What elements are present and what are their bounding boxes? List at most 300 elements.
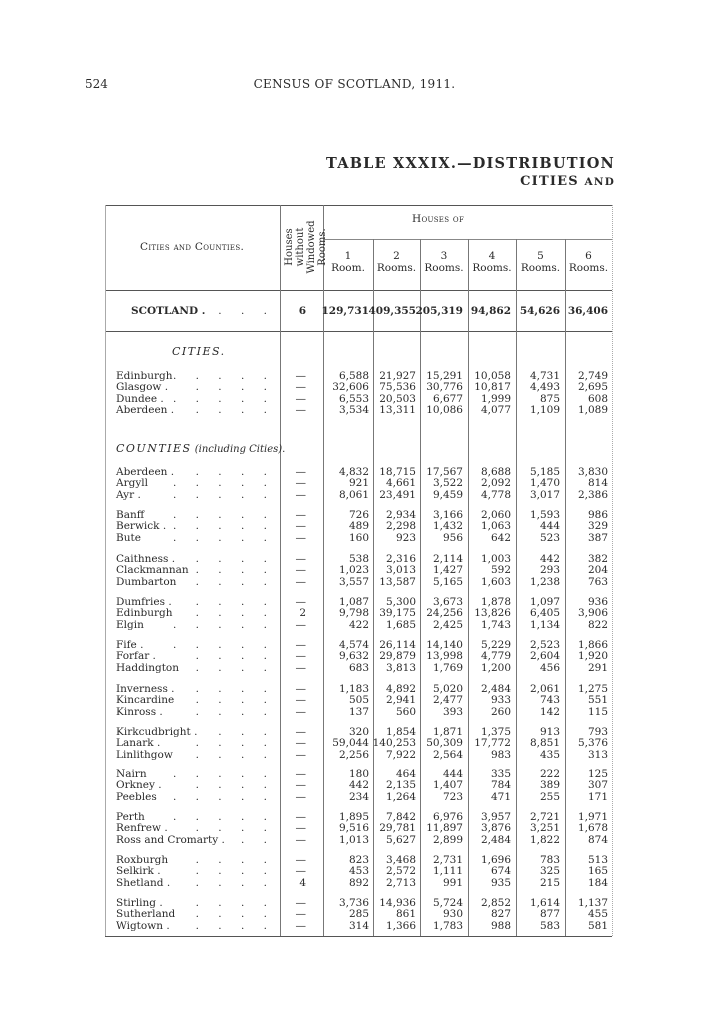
city-name: Dundee . (116, 392, 164, 405)
row-label-header: Cities and Counties. (140, 241, 245, 253)
cell-rooms-4: 5,229 (480, 639, 511, 651)
leader-dots: . . . (218, 726, 275, 738)
cell-rooms-2: 18,715 (379, 466, 416, 478)
leader-dots: . . . . (195, 908, 275, 921)
leader-dots: . . . . . (172, 477, 275, 490)
cell-rooms-6: 5,376 (577, 737, 608, 750)
cell-rooms-1: 320 (348, 726, 369, 738)
cell-rooms-3: 2,564 (432, 748, 463, 761)
cell-rooms-6: 1,971 (577, 811, 608, 823)
cell-rooms-5: 389 (539, 779, 560, 792)
cell-rooms-4: 10,817 (474, 381, 511, 394)
county-name: Peebles (116, 790, 157, 803)
county-name: Aberdeen . (116, 466, 175, 478)
county-name: Ayr . (116, 488, 141, 501)
cell-rooms-1: 1,013 (338, 833, 369, 846)
cell-rooms-5: 1,097 (529, 596, 560, 608)
cell-no-windows: — (295, 392, 306, 405)
cell-rooms-4: 3,876 (480, 822, 511, 835)
county-name: Shetland . (116, 876, 171, 889)
leader-dots: . . . . . (172, 768, 275, 780)
cell-rooms-3: 956 (442, 531, 463, 544)
cell-rooms-6: 822 (587, 618, 608, 631)
cell-rooms-5: 293 (539, 564, 560, 577)
cell-rooms-3: 3,673 (432, 596, 463, 608)
county-name: Perth (116, 811, 145, 823)
cell-rooms-4: 4,077 (480, 403, 511, 416)
cell-rooms-3: 15,291 (426, 370, 463, 382)
cell-rooms-6: 763 (587, 575, 608, 588)
cell-rooms-1: 59,044 (332, 737, 369, 750)
cell-rooms-3: 30,776 (426, 381, 463, 394)
county-name: Stirling . (116, 897, 163, 909)
leader-dots: . . . . . (172, 811, 275, 823)
county-name: Roxburgh (116, 854, 169, 866)
cell-rooms-5: 2,061 (529, 683, 560, 695)
cell-rooms-6: 455 (587, 908, 608, 921)
cell-rooms-5: 1,614 (529, 897, 560, 909)
cell-rooms-5: 3,017 (529, 488, 560, 501)
cell-no-windows: 6 (298, 305, 306, 317)
cell-rooms-1: 6,588 (338, 370, 369, 382)
cell-rooms-2: 7,842 (385, 811, 416, 823)
cell-rooms-3: 11,897 (426, 822, 463, 835)
cell-rooms-6: 793 (587, 726, 608, 738)
cell-rooms-3: 1,769 (432, 661, 463, 674)
counties-heading (116, 442, 285, 455)
cell-rooms-3: 205,319 (415, 305, 463, 317)
cell-rooms-2: 560 (395, 705, 416, 718)
subtitle-cities: CITIES (520, 174, 579, 189)
county-name: Haddington (116, 661, 180, 674)
county-name: Renfrew . (116, 822, 168, 835)
cell-rooms-4: 1,003 (480, 553, 511, 565)
leader-dots: . . . . (195, 683, 275, 695)
cell-rooms-4: 827 (490, 908, 511, 921)
cell-rooms-1: 823 (348, 854, 369, 866)
cell-no-windows: — (295, 854, 306, 866)
leader-dots: . . . . (195, 748, 275, 761)
table-subtitle (520, 174, 615, 189)
cell-no-windows: — (295, 694, 306, 707)
cell-rooms-3: 1,783 (432, 919, 463, 932)
cell-rooms-1: 3,557 (338, 575, 369, 588)
cell-rooms-6: 204 (587, 564, 608, 577)
houses-of-header: Houses of (412, 213, 465, 225)
cell-rooms-3: 723 (442, 790, 463, 803)
cell-rooms-5: 8,851 (529, 737, 560, 750)
cell-rooms-4: 4,778 (480, 488, 511, 501)
cell-rooms-3: 2,114 (432, 553, 463, 565)
column-header-unit: Rooms. (424, 262, 464, 274)
cell-no-windows: — (295, 477, 306, 490)
cell-rooms-2: 1,854 (385, 726, 416, 738)
county-name: Kinross . (116, 705, 163, 718)
column-header-number: 6 (585, 250, 592, 262)
cell-rooms-6: 36,406 (567, 305, 608, 317)
leader-dots: . . . . (195, 779, 275, 792)
cell-rooms-5: 222 (539, 768, 560, 780)
cell-rooms-2: 26,114 (379, 639, 416, 651)
cell-rooms-1: 285 (348, 908, 369, 921)
cell-rooms-5: 743 (539, 694, 560, 707)
cell-rooms-1: 1,183 (338, 683, 369, 695)
cell-rooms-4: 1,878 (480, 596, 511, 608)
cell-rooms-5: 5,185 (529, 466, 560, 478)
cell-rooms-4: 1,603 (480, 575, 511, 588)
county-name: Ross and Cromarty . (116, 833, 225, 846)
county-name: Kincardine (116, 694, 175, 707)
cell-rooms-2: 1,685 (385, 618, 416, 631)
cell-rooms-6: 2,386 (577, 488, 608, 501)
cell-rooms-3: 2,731 (432, 854, 463, 866)
cell-rooms-3: 9,459 (432, 488, 463, 501)
leader-dots: . . . . . (172, 639, 275, 651)
cell-rooms-6: 115 (587, 705, 608, 718)
leader-dots: . . . . . (172, 618, 275, 631)
cell-rooms-5: 1,593 (529, 509, 560, 521)
cell-no-windows: — (295, 790, 306, 803)
cell-rooms-6: 1,920 (577, 650, 608, 663)
cell-rooms-5: 435 (539, 748, 560, 761)
city-name: Glasgow . (116, 381, 169, 394)
cell-rooms-1: 137 (348, 705, 369, 718)
cell-rooms-4: 1,200 (480, 661, 511, 674)
leader-dots: . . . . (195, 737, 275, 750)
cell-rooms-1: 3,534 (338, 403, 369, 416)
cell-rooms-1: 180 (348, 768, 369, 780)
cell-rooms-5: 442 (539, 553, 560, 565)
cell-rooms-2: 29,879 (379, 650, 416, 663)
cell-rooms-4: 784 (490, 779, 511, 792)
cell-no-windows: — (295, 779, 306, 792)
cell-rooms-3: 5,020 (432, 683, 463, 695)
leader-dots: . . . . (195, 564, 275, 577)
cell-rooms-5: 456 (539, 661, 560, 674)
leader-dots: . . . . . (172, 520, 275, 533)
leader-dots: . . . . . (172, 392, 275, 405)
cell-rooms-2: 923 (395, 531, 416, 544)
column-header-unit: Rooms. (376, 262, 417, 274)
cell-rooms-1: 505 (348, 694, 369, 707)
cell-rooms-2: 3,813 (385, 661, 416, 674)
leader-dots: . . (240, 833, 275, 846)
cell-rooms-5: 4,493 (529, 381, 560, 394)
cell-no-windows: — (295, 822, 306, 835)
cell-rooms-3: 393 (442, 705, 463, 718)
cell-rooms-6: 382 (587, 553, 608, 565)
cell-rooms-5: 1,822 (529, 833, 560, 846)
cell-rooms-5: 875 (539, 392, 560, 405)
cities-heading: CITIES. (172, 345, 226, 358)
cell-rooms-5: 1,238 (529, 575, 560, 588)
cell-rooms-1: 538 (348, 553, 369, 565)
cell-rooms-2: 140,253 (372, 737, 416, 750)
right-border (612, 205, 613, 936)
cell-rooms-2: 2,135 (385, 779, 416, 792)
cell-rooms-6: 313 (587, 748, 608, 761)
cell-rooms-6: 986 (587, 509, 608, 521)
cell-rooms-2: 7,922 (385, 748, 416, 761)
cell-no-windows: — (295, 553, 306, 565)
cell-rooms-4: 674 (490, 865, 511, 878)
col-divider-1 (373, 239, 374, 936)
cell-no-windows: — (295, 520, 306, 533)
cell-rooms-1: 4,574 (338, 639, 369, 651)
cell-rooms-1: 1,895 (338, 811, 369, 823)
table-top-rule (105, 205, 612, 206)
cell-rooms-2: 2,941 (385, 694, 416, 707)
cell-rooms-5: 783 (539, 854, 560, 866)
leader-dots: . . . . (195, 607, 275, 620)
cell-no-windows: — (295, 381, 306, 394)
table-bottom-rule (105, 936, 612, 937)
cell-rooms-2: 2,316 (385, 553, 416, 565)
cell-rooms-4: 471 (490, 790, 511, 803)
leader-dots: . . . . (195, 403, 275, 416)
cell-rooms-2: 29,781 (379, 822, 416, 835)
cell-rooms-2: 39,175 (379, 607, 416, 620)
cell-rooms-3: 6,677 (432, 392, 463, 405)
cell-rooms-6: 171 (587, 790, 608, 803)
county-name: Wigtown . (116, 919, 170, 932)
cell-rooms-3: 991 (442, 876, 463, 889)
cell-rooms-1: 8,061 (338, 488, 369, 501)
county-name: Forfar . (116, 650, 156, 663)
cell-rooms-4: 335 (490, 768, 511, 780)
cell-rooms-4: 1,999 (480, 392, 511, 405)
cell-rooms-6: 387 (587, 531, 608, 544)
cell-rooms-3: 2,425 (432, 618, 463, 631)
cell-rooms-6: 2,749 (577, 370, 608, 382)
cell-rooms-3: 444 (442, 768, 463, 780)
cell-rooms-4: 4,779 (480, 650, 511, 663)
cell-rooms-4: 988 (490, 919, 511, 932)
cell-rooms-6: 307 (587, 779, 608, 792)
scotland-bottom-rule (105, 331, 612, 332)
cell-no-windows: — (295, 919, 306, 932)
leader-dots: . . . . . (172, 531, 275, 544)
cell-rooms-4: 2,484 (480, 683, 511, 695)
leader-dots: . . . . (195, 596, 275, 608)
column-header-number: 2 (393, 250, 400, 262)
county-name: Linlithgow (116, 748, 173, 761)
cell-rooms-4: 2,060 (480, 509, 511, 521)
cell-rooms-4: 13,826 (474, 607, 511, 620)
running-head: CENSUS OF SCOTLAND, 1911. (253, 77, 456, 91)
county-name: Bute (116, 531, 141, 544)
cell-no-windows: — (295, 811, 306, 823)
county-name: Fife . (116, 639, 144, 651)
cell-rooms-2: 1,264 (385, 790, 416, 803)
cell-rooms-4: 8,688 (480, 466, 511, 478)
cell-rooms-2: 2,298 (385, 520, 416, 533)
cell-rooms-5: 2,523 (529, 639, 560, 651)
leader-dots: . . . . (195, 650, 275, 663)
cell-rooms-6: 1,866 (577, 639, 608, 651)
cell-rooms-5: 255 (539, 790, 560, 803)
page-number: 524 (85, 77, 108, 91)
county-name: Clackmannan (116, 564, 189, 577)
col-divider-names (280, 205, 281, 936)
cell-no-windows: — (295, 531, 306, 544)
cell-rooms-2: 3,468 (385, 854, 416, 866)
cell-rooms-1: 489 (348, 520, 369, 533)
cell-rooms-6: 608 (587, 392, 608, 405)
cell-rooms-4: 983 (490, 748, 511, 761)
cell-no-windows: — (295, 908, 306, 921)
cell-rooms-6: 3,830 (577, 466, 608, 478)
column-header-unit: Rooms. (568, 262, 609, 274)
cell-rooms-2: 4,892 (385, 683, 416, 695)
cell-rooms-1: 9,516 (338, 822, 369, 835)
cell-rooms-5: 4,731 (529, 370, 560, 382)
cell-rooms-2: 21,927 (379, 370, 416, 382)
county-name: Banff (116, 509, 145, 521)
cell-rooms-5: 877 (539, 908, 560, 921)
cell-rooms-4: 2,484 (480, 833, 511, 846)
column-header-number: 1 (344, 250, 352, 262)
cell-rooms-1: 422 (348, 618, 369, 631)
cell-no-windows: — (295, 726, 306, 738)
cell-rooms-4: 3,957 (480, 811, 511, 823)
cell-rooms-5: 142 (539, 705, 560, 718)
cell-rooms-2: 2,713 (385, 876, 416, 889)
cell-no-windows: — (295, 833, 306, 846)
cell-rooms-3: 1,111 (432, 865, 463, 878)
cell-rooms-3: 10,086 (426, 403, 463, 416)
leader-dots: . . . . (195, 694, 275, 707)
cell-rooms-6: 581 (587, 919, 608, 932)
leader-dots: . . . . (195, 854, 275, 866)
cell-rooms-2: 5,300 (385, 596, 416, 608)
cell-rooms-1: 726 (348, 509, 369, 521)
cell-no-windows: — (295, 639, 306, 651)
cell-rooms-3: 930 (442, 908, 463, 921)
cell-rooms-4: 94,862 (470, 305, 511, 317)
cell-rooms-2: 2,572 (385, 865, 416, 878)
cell-no-windows: — (295, 466, 306, 478)
cell-rooms-4: 642 (490, 531, 511, 544)
cell-rooms-1: 129,731 (321, 305, 369, 317)
col-divider-5 (565, 239, 566, 936)
cell-rooms-5: 3,251 (529, 822, 560, 835)
cell-no-windows: — (295, 575, 306, 588)
leader-dots: . . . . (195, 876, 275, 889)
leader-dots: . . . . (195, 553, 275, 565)
cell-rooms-6: 1,137 (577, 897, 608, 909)
cell-rooms-2: 13,587 (379, 575, 416, 588)
counties-heading-note: (including Cities). (191, 444, 286, 455)
cell-rooms-3: 2,899 (432, 833, 463, 846)
cell-no-windows: — (295, 564, 306, 577)
leader-dots: . . . . (195, 661, 275, 674)
leader-dots: . . . . (195, 919, 275, 932)
cell-rooms-4: 17,772 (474, 737, 511, 750)
cell-rooms-4: 592 (490, 564, 511, 577)
cell-rooms-2: 14,936 (379, 897, 416, 909)
cell-rooms-6: 2,695 (577, 381, 608, 394)
leader-dots: . . . . (195, 705, 275, 718)
cell-rooms-1: 6,553 (338, 392, 369, 405)
cell-rooms-6: 1,678 (577, 822, 608, 835)
county-name: Orkney . (116, 779, 162, 792)
county-name: Caithness . (116, 553, 176, 565)
col-divider-3 (468, 239, 469, 936)
cell-rooms-3: 50,309 (426, 737, 463, 750)
cell-no-windows: — (295, 768, 306, 780)
cell-rooms-3: 3,166 (432, 509, 463, 521)
cell-rooms-1: 4,832 (338, 466, 369, 478)
cell-rooms-6: 329 (587, 520, 608, 533)
cell-rooms-6: 165 (587, 865, 608, 878)
cell-no-windows: — (295, 897, 306, 909)
table-title: TABLE XXXIX.—DISTRIBUTION (326, 155, 615, 172)
cell-rooms-1: 892 (348, 876, 369, 889)
leader-dots: . . . . . (172, 488, 275, 501)
cell-rooms-5: 2,721 (529, 811, 560, 823)
cell-rooms-3: 6,976 (432, 811, 463, 823)
cell-rooms-6: 3,906 (577, 607, 608, 620)
column-header-unit: Rooms. (520, 262, 561, 274)
col-divider-2 (420, 239, 421, 936)
cell-rooms-3: 5,724 (432, 897, 463, 909)
cell-rooms-3: 17,567 (426, 466, 463, 478)
county-name: Selkirk . (116, 865, 161, 878)
county-name: Berwick . (116, 520, 167, 533)
cell-rooms-6: 551 (587, 694, 608, 707)
cell-rooms-2: 23,491 (379, 488, 416, 501)
cell-rooms-2: 861 (395, 908, 416, 921)
cell-rooms-2: 13,311 (379, 403, 416, 416)
cell-rooms-5: 913 (539, 726, 560, 738)
cell-rooms-1: 160 (348, 531, 369, 544)
cell-rooms-1: 1,087 (338, 596, 369, 608)
cell-rooms-2: 75,536 (379, 381, 416, 394)
cell-rooms-5: 1,470 (529, 477, 560, 490)
cell-rooms-3: 24,256 (426, 607, 463, 620)
cell-rooms-6: 874 (587, 833, 608, 846)
cell-no-windows: — (295, 661, 306, 674)
cell-rooms-1: 683 (348, 661, 369, 674)
column-header-unit: Room. (331, 262, 365, 274)
cell-rooms-5: 325 (539, 865, 560, 878)
cell-no-windows: — (295, 737, 306, 750)
county-name: Kirkcudbright . (116, 726, 198, 738)
cell-rooms-4: 1,375 (480, 726, 511, 738)
cell-rooms-6: 1,275 (577, 683, 608, 695)
cell-rooms-4: 933 (490, 694, 511, 707)
column-header-number: 4 (488, 250, 496, 262)
city-name: Edinburgh (116, 370, 173, 382)
cell-rooms-1: 9,798 (338, 607, 369, 620)
leader-dots: . . . . (195, 822, 275, 835)
cell-rooms-5: 215 (539, 876, 560, 889)
cell-rooms-5: 1,109 (529, 403, 560, 416)
cell-rooms-6: 125 (587, 768, 608, 780)
cell-rooms-1: 234 (348, 790, 369, 803)
county-name: Edinburgh (116, 607, 173, 620)
left-border (105, 205, 106, 936)
county-name: Nairn (116, 768, 147, 780)
cell-rooms-4: 1,063 (480, 520, 511, 533)
county-name: Dumfries . (116, 596, 172, 608)
scotland-row-name: SCOTLAND . (131, 305, 206, 317)
cell-rooms-4: 1,743 (480, 618, 511, 631)
cell-rooms-1: 3,736 (338, 897, 369, 909)
cell-rooms-4: 2,852 (480, 897, 511, 909)
cell-no-windows: — (295, 865, 306, 878)
